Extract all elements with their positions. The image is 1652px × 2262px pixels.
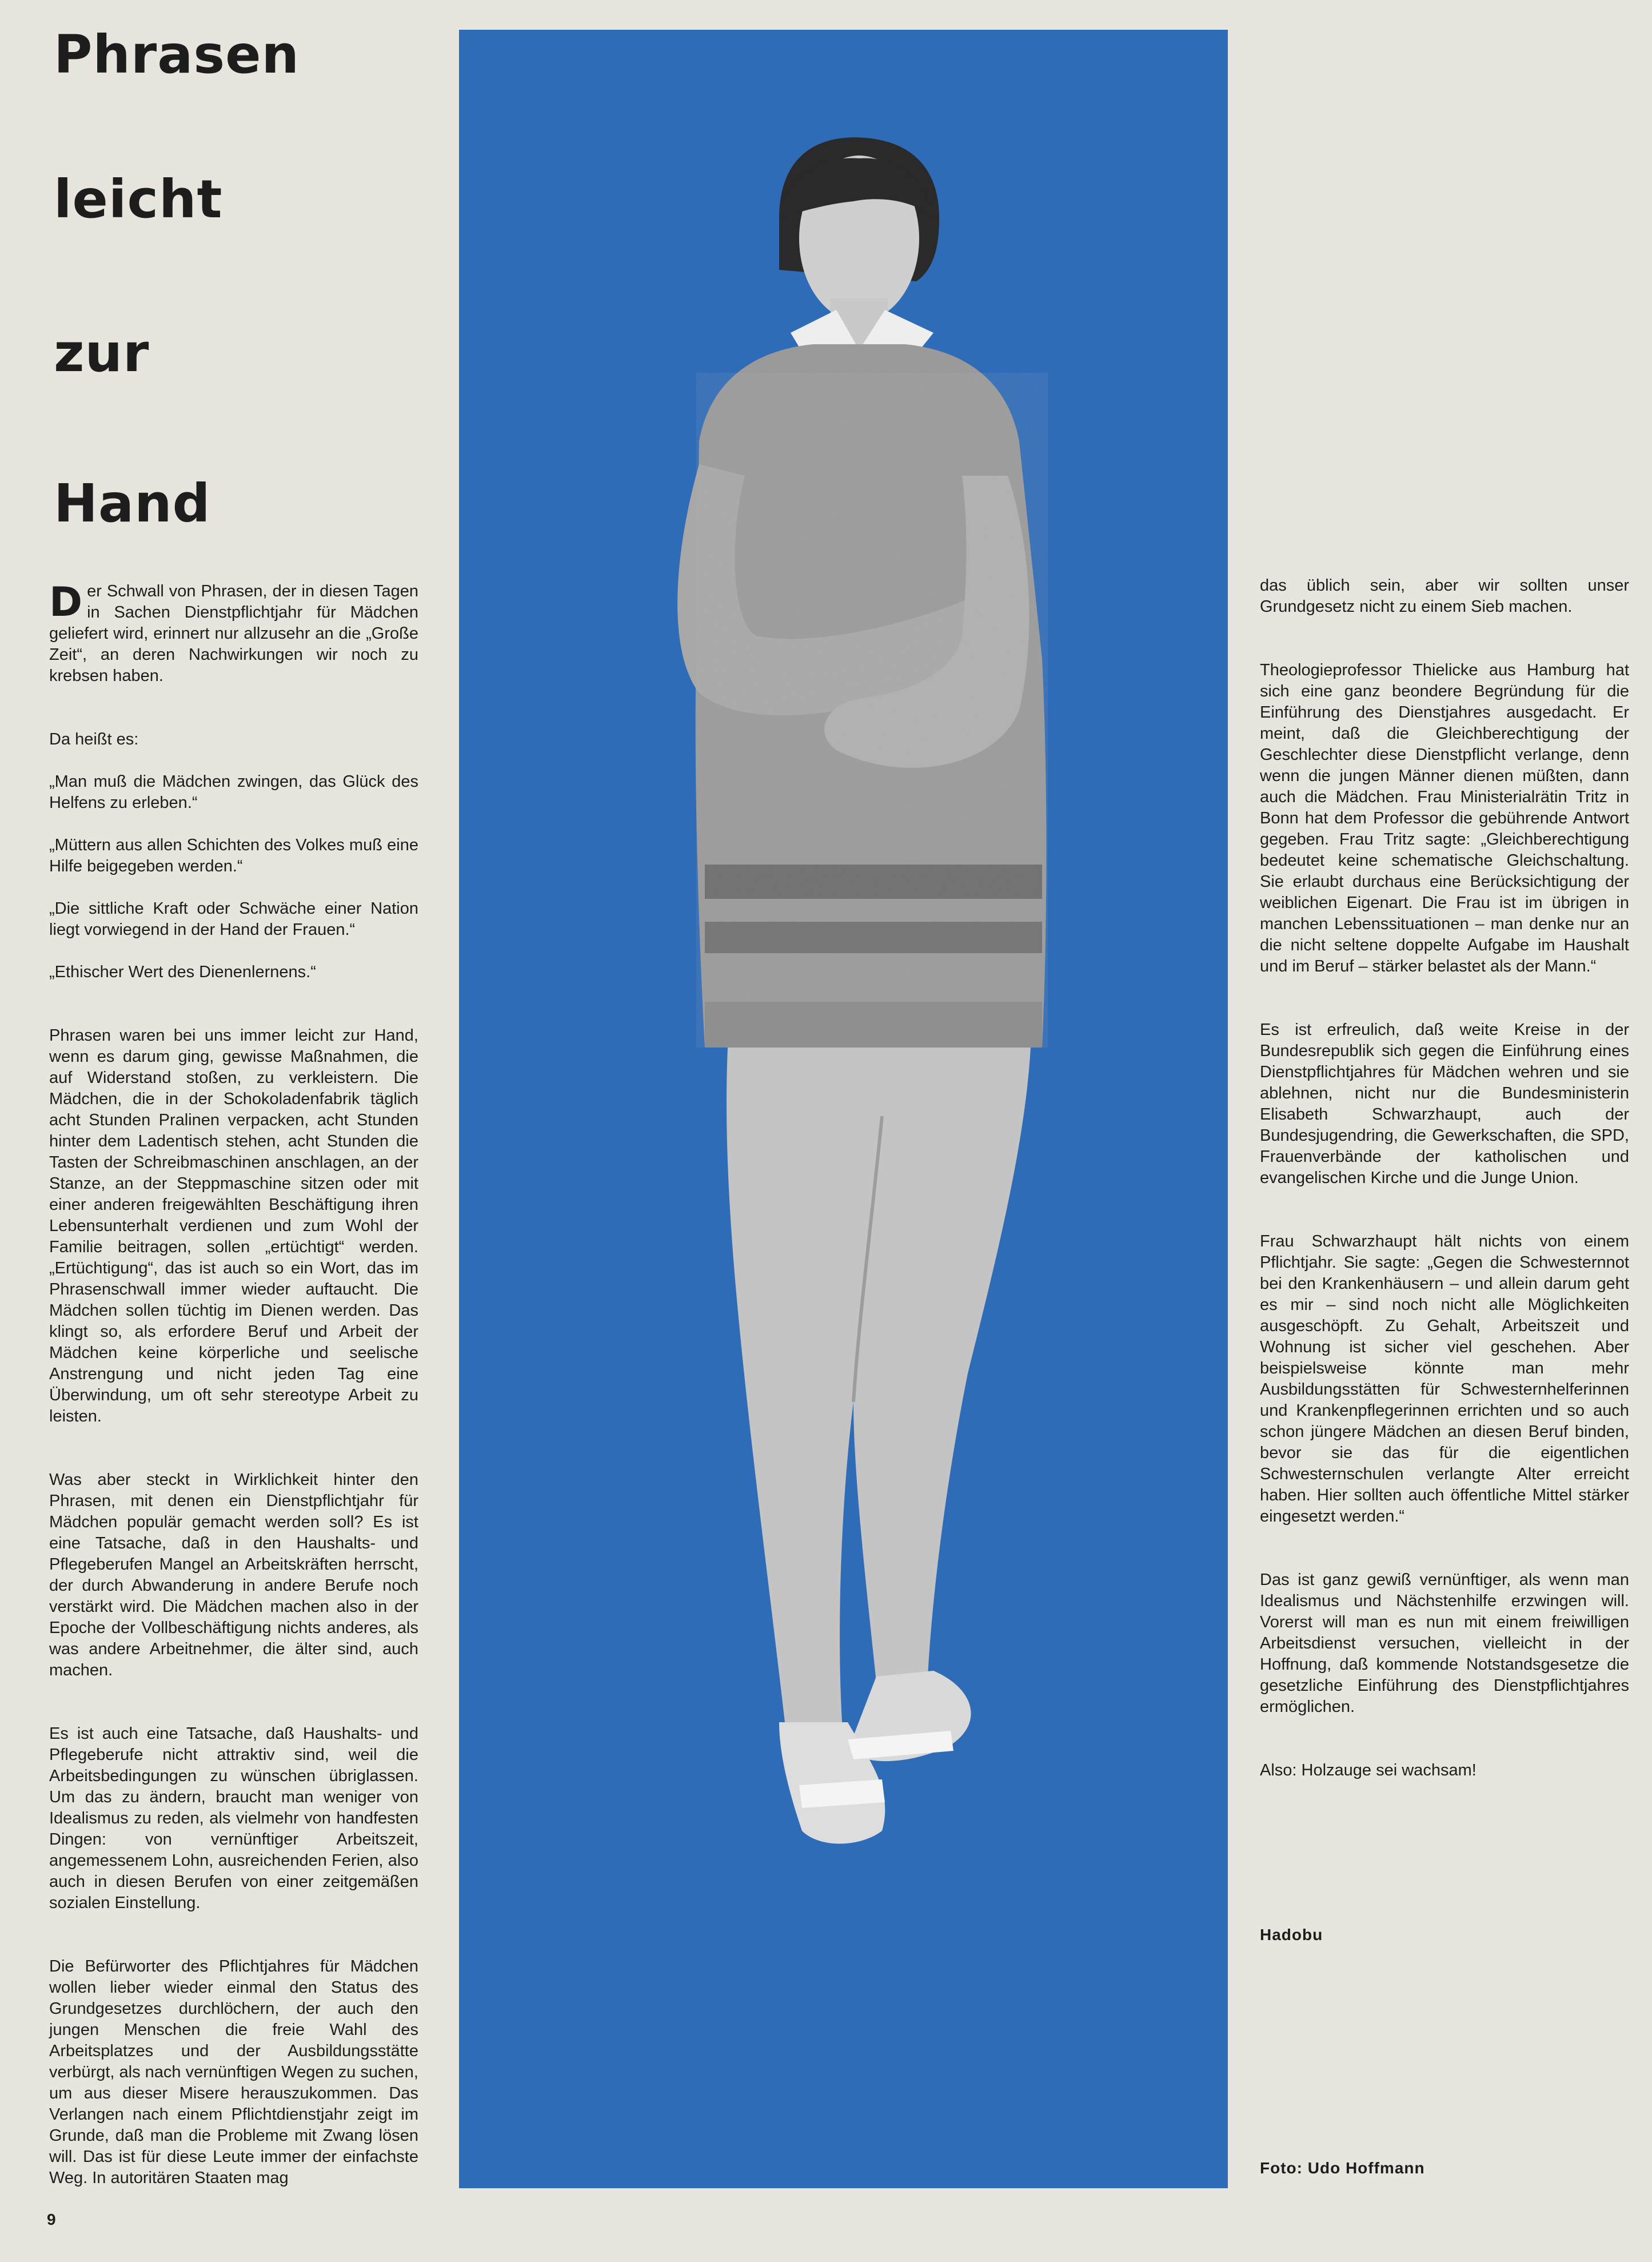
- paragraph: Da heißt es:: [49, 730, 139, 748]
- paragraph: Theologieprofessor Thielicke aus Hamburg hat sich eine ganz beondere Begründung für die Einführung des Dienstjahres ausgedacht. Er meint, daß die Gleichberechtigung der Geschlechter diese Dienstpflicht verlange, denn wenn die jungen Männer dienen müßten, dann auch die Mädchen. Frau Ministerialrätin Tritz in Bonn hat dem Professor die gebührende Antwort gegeben. Frau Tritz sagte: „Gleichberechtigung bedeutet keine schematische Gleichschaltung. Sie erlaubt durchaus eine Berücksichtigung der weiblichen Eigenart. Die Frau ist im übrigen in manchen Lebenssituationen – man denke nur an die nicht seltene doppelte Aufgabe im Haushalt und im Beruf – stärker belastet als der Mann.“: [1260, 661, 1629, 975]
- left-text-column: [49, 581, 418, 2210]
- paragraph: Es ist auch eine Tatsache, daß Haushalts- und Pflegeberufe nicht attraktiv sind, weil die Arbeitsbedingungen zu wünschen übriglassen. Um das zu ändern, braucht man weniger von Idealismus zu reden, als vielmehr von handfesten Dingen: von vernünftiger Arbeitszeit, angemessenem Lohn, ausreichenden Ferien, also auch in diesen Berufen von einer zeitgemäßen sozialen Einstellung.: [49, 1725, 418, 1912]
- paragraph: Frau Schwarzhaupt hält nichts von einem Pflichtjahr. Sie sagte: „Gegen die Schwesternnot bei den Krankenhäusern – und allein darum geht es mir – sind noch nicht alle Möglichkeiten ausgeschöpft. Zu Gehalt, Arbeitszeit und Wohnung ist sicher viel geschehen. Aber beispielsweise könnte man mehr Ausbildungsstätten für Schwesternhelferinnen und Krankenpflegerinnen errichten und so auch schon jüngere Mädchen an diesen Beruf binden, bevor sie das für die eigentlichen Schwesternschulen verlangte Alter erreicht haben. Hier sollten auch öffentliche Mittel stärker eingesetzt werden.“: [1260, 1232, 1629, 1526]
- page-number: 9: [47, 2211, 56, 2228]
- paragraph: Die Befürworter des Pflichtjahres für Mädchen wollen lieber wieder einmal den Status des Grundgesetzes durchlöchern, der auch den jungen Menschen die freie Wahl des Arbeitsplatzes und der Ausbildungsstätte verbürgt, als nach vernünftigen Wegen zu suchen, um aus dieser Misere herauszukommen. Das Verlangen nach einem Pflichtdienstjahr zeigt im Grunde, daß man die Probleme mit Zwang lösen will. Das ist für diese Leute immer der einfachste Weg. In autoritären Staaten mag: [49, 1957, 418, 2187]
- quote: „Die sittliche Kraft oder Schwäche einer Nation liegt vorwiegend in der Hand der Frauen.“: [49, 899, 418, 939]
- paragraph: Es ist erfreulich, daß weite Kreise in der Bundesrepublik sich gegen die Einführung eines Dienstpflichtjahres für Mädchen wehren und sie ablehnen, nicht nur die Bundesministerin Elisabeth Schwarzhaupt, auch der Bundesjugendring, die Gewerkschaften, die SPD, Frauenverbände der katholischen und evangelischen Kirche und die Junge Union.: [1260, 1021, 1629, 1187]
- right-text-column: [1260, 575, 1629, 1802]
- closing-line: Also: Holzauge sei wachsam!: [1260, 1761, 1477, 1779]
- woman-photo: [459, 30, 1228, 2188]
- paragraph: das üblich sein, aber wir sollten unser Grundgesetz nicht zu einem Sieb machen.: [1260, 576, 1629, 616]
- title-line-2: leicht: [54, 169, 223, 230]
- paragraph: Phrasen waren bei uns immer leicht zur Hand, wenn es darum ging, gewisse Maßnahmen, die auf Widerstand stoßen, zu verkleistern. Die Mädchen, die in der Schokoladenfabrik täglich acht Stunden Pralinen verpacken, acht Stunden hinter dem Ladentisch stehen, acht Stunden die Tasten der Schreibmaschinen anschlagen, an der Stanze, an der Steppmaschine sitzen oder mit einer anderen freigewählten Beschäftigung ihren Lebensunterhalt verdienen und zum Wohl der Familie beitragen, sollen „ertüchtigt“ werden. „Ertüchtigung“, das ist auch so ein Wort, das im Phrasenschwall immer wieder auftaucht. Die Mädchen sollen tüchtig im Dienen werden. Das klingt so, als erfordere Beruf und Arbeit der Mädchen keine körperliche und seelische Anstrengung und nicht jeden Tag eine Überwindung, um oft sehr stereotype Arbeit zu leisten.: [49, 1026, 418, 1425]
- title-line-4: Hand: [54, 473, 211, 534]
- intro-paragraph: [49, 581, 418, 687]
- photo-panel: [459, 30, 1228, 2188]
- quote: „Ethischer Wert des Dienenlernens.“: [49, 963, 316, 981]
- title-line-1: Phrasen: [54, 24, 300, 85]
- intro-text: er Schwall von Phrasen, der in diesen Tagen in Sachen Dienstpflichtjahr für Mädchen geliefert wird, erinnert nur allzusehr an die „Große Zeit“, an deren Nachwirkungen wir noch zu krebsen haben.: [49, 582, 418, 685]
- paragraph: Das ist ganz gewiß vernünftiger, als wenn man Idealismus und Nächstenhilfe erzwingen will. Vorerst will man es nun mit einem freiwilligen Arbeitsdienst versuchen, vielleicht in der Hoffnung, daß kommende Notstandsgesetze die gesetzliche Einführung des Dienstpflichtjahres ermöglichen.: [1260, 1571, 1629, 1716]
- title-line-3: zur: [54, 322, 150, 384]
- drop-cap: D: [49, 579, 83, 626]
- author-signature: Hadobu: [1260, 1926, 1323, 1944]
- quote: „Müttern aus allen Schichten des Volkes muß eine Hilfe beigegeben werden.“: [49, 836, 418, 875]
- paragraph: Was aber steckt in Wirklichkeit hinter den Phrasen, mit denen ein Dienstpflichtjahr für Mädchen populär gemacht werden soll? Es ist eine Tatsache, daß in den Haushalts- und Pflegeberufen Mangel an Arbeitskräften herrscht, der durch Abwanderung in andere Berufe noch verstärkt wird. Die Mädchen machen also in der Epoche der Vollbeschäftigung nichts anderes, als was andere Arbeitnehmer, die älter sind, auch machen.: [49, 1471, 418, 1679]
- quote: „Man muß die Mädchen zwingen, das Glück des Helfens zu erleben.“: [49, 772, 418, 812]
- photo-credit: Foto: Udo Hoffmann: [1260, 2159, 1425, 2177]
